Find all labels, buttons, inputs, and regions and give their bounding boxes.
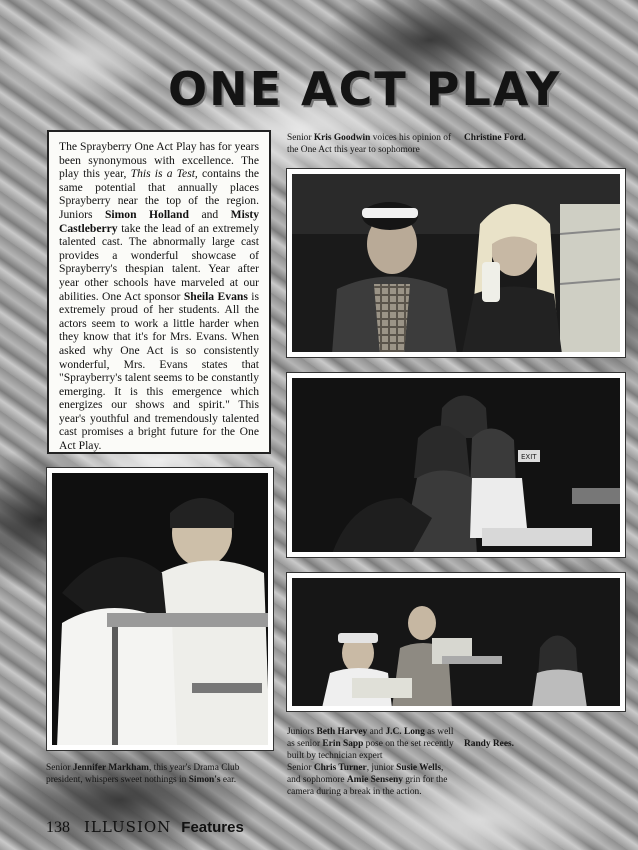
page-title: ONE ACT PLAY [168, 62, 562, 116]
yearbook-brand: ILLUSION [84, 818, 172, 836]
story-text: and [201, 207, 219, 221]
photo-group-with-books [286, 572, 626, 712]
story-text-box [47, 130, 271, 454]
photo-caption-top-continued [464, 132, 614, 144]
person-name: Sheila Evans [183, 289, 248, 303]
exit-sign: EXIT [521, 453, 537, 461]
photo-image [292, 174, 620, 352]
photo-whisper [46, 467, 274, 751]
photo-caption-middle-right: Juniors Beth Harvey and J.C. Long as well as senior Erin Sapp pose on the set recently built by technician expert [287, 727, 454, 761]
person-name: Christine Ford. [464, 133, 526, 143]
section-name: Features [181, 819, 244, 836]
photo-image [292, 378, 620, 552]
photo-caption-bottom-right: Senior Chris Turner, junior Susie Wells, and sophomore Amie Senseny grin for the camera during a break in the action. [287, 763, 448, 797]
story-text: The Sprayberry One Act Play has for years been synonymous with excellence. The play this year, [59, 140, 259, 181]
page-number: 138 [46, 819, 70, 836]
story-text: take the lead of an extremely talented cast. The abnormally large cast provides a wonderful showcase of Sprayberry's thespian talent. Year after year other schools have marveled at our abilities. One Act sponsor [59, 221, 259, 303]
photo-caption-middle-right-continued: Randy Rees. [464, 739, 515, 749]
photo-caption-top: Senior Kris Goodwin voices his opinion of the One Act this year to sophomore [287, 133, 452, 155]
photo-caption-bottom-left: Senior Jennifer Markham, this year's Drama Club president, whispers sweet nothings in Simon's ear. [46, 763, 240, 785]
person-name: Misty Castleberry [59, 207, 259, 235]
story-text: is extremely proud of her students. All the actors seem to work a little harder when they know that it's for Mrs. Evans. When asked why One Act is so consistently wonderful, Mrs. Evans states that "Sprayberry's talent seems to be constantly emerging. It is this emergence which energizes our shows and spirit." This year's youthful and tremendously talented cast promises a bright future for the One Act Play. [59, 289, 259, 453]
photo-boy-and-girl [286, 168, 626, 358]
photo-image [292, 578, 620, 706]
person-name: Simon Holland [104, 207, 189, 221]
photo-group-on-stage [286, 372, 626, 558]
story-text: contains the same potential that annually places Sprayberry near the top of the region. Juniors [59, 167, 260, 221]
person-name: Kris Goodwin [313, 133, 371, 143]
play-title: This is a Test, [130, 167, 198, 181]
page-footer [46, 818, 244, 842]
photo-image [52, 473, 268, 745]
